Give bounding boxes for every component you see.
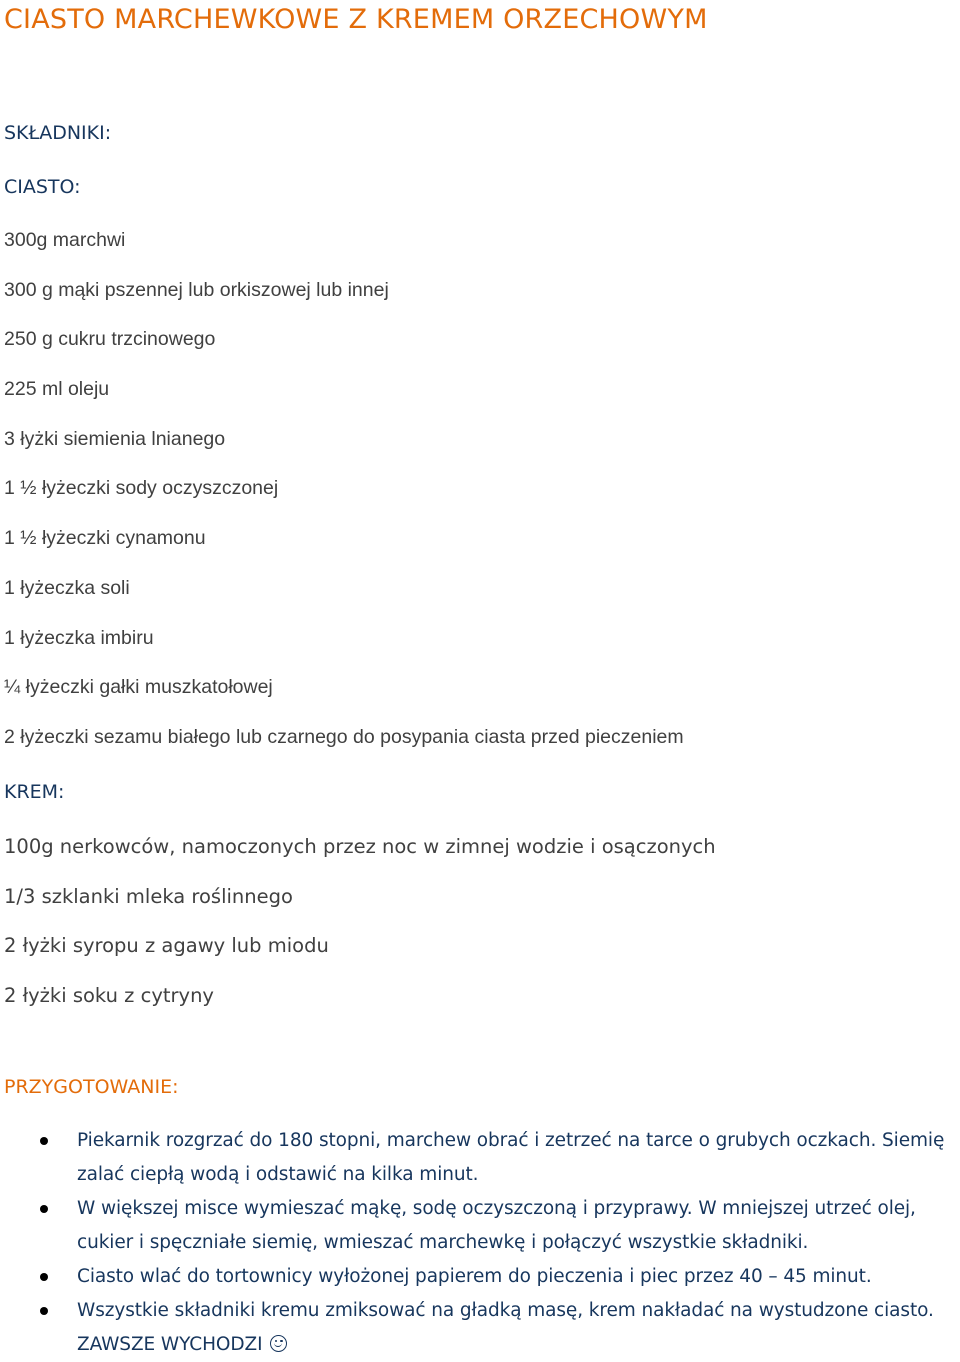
ingredient-item: 225 ml oleju (4, 378, 110, 401)
cream-ingredient-list (4, 834, 716, 1033)
step-item (0, 1260, 960, 1294)
bullet-icon (40, 1307, 48, 1315)
step-text: Piekarnik rozgrzać do 180 stopni, marchew obrać i zetrzeć na tarce o grubych oczkach. Siemię zalać ciepłą wodą i odstawić na kilka minut. (77, 1130, 945, 1185)
bullet-icon (40, 1137, 48, 1145)
ingredient-item: ¼ łyżeczki gałki muszkatołowej (4, 676, 273, 699)
step-item (0, 1124, 960, 1192)
step-text: Ciasto wlać do tortownicy wyłożonej papierem do pieczenia i piec przez 40 – 45 minut. (77, 1266, 872, 1287)
cake-ingredient-list (4, 227, 684, 774)
ingredient-item: 300g marchwi (4, 229, 126, 251)
ingredient-item: 2 łyżki soku z cytryny (4, 984, 214, 1008)
step-item (0, 1192, 960, 1260)
ingredient-item: 1/3 szklanki mleka roślinnego (4, 884, 293, 908)
bullet-icon (40, 1273, 48, 1281)
ingredient-item: 300 g mąki pszennej lub orkiszowej lub innej (4, 278, 389, 301)
step-text: Wszystkie składniki kremu zmiksować na gładką masę, krem nakładać na wystudzone ciasto. ZAWSZE WYCHODZI (77, 1300, 934, 1355)
ingredient-item: 100g nerkowców, namoczonych przez noc w zimnej wodzie i osączonych (4, 835, 716, 858)
step-text: W większej misce wymieszać mąkę, sodę oczyszczoną i przyprawy. W mniejszej utrzeć olej, cukier i spęczniałe siemię, wmieszać marchewkę i połączyć wszystkie składniki. (77, 1198, 916, 1253)
preparation-steps-list (0, 1124, 960, 1362)
ingredient-item: 3 łyżki siemienia lnianego (4, 427, 226, 450)
ingredient-item: 250 g cukru trzcinowego (4, 328, 216, 351)
ingredient-item: 1 ½ łyżeczki cynamonu (4, 527, 206, 550)
ingredient-item: 1 łyżeczka imbiru (4, 626, 154, 649)
ingredient-item: 1 łyżeczka soli (4, 576, 130, 599)
ingredient-item: 1 ½ łyżeczki sody oczyszczonej (4, 477, 279, 500)
ingredient-item: 2 łyżeczki sezamu białego lub czarnego do posypania ciasta przed pieczeniem (4, 725, 684, 748)
recipe-title: CIASTO MARCHEWKOWE Z KREMEM ORZECHOWYM (4, 4, 708, 35)
ingredients-heading: SKŁADNIKI: (4, 122, 112, 144)
bullet-icon (40, 1205, 48, 1213)
ingredient-item: 2 łyżki syropu z agawy lub miodu (4, 934, 329, 958)
preparation-heading: PRZYGOTOWANIE: (4, 1076, 179, 1098)
smiley-face-icon (270, 1335, 287, 1352)
cream-heading: KREM: (4, 781, 65, 803)
cake-heading: CIASTO: (4, 176, 81, 198)
